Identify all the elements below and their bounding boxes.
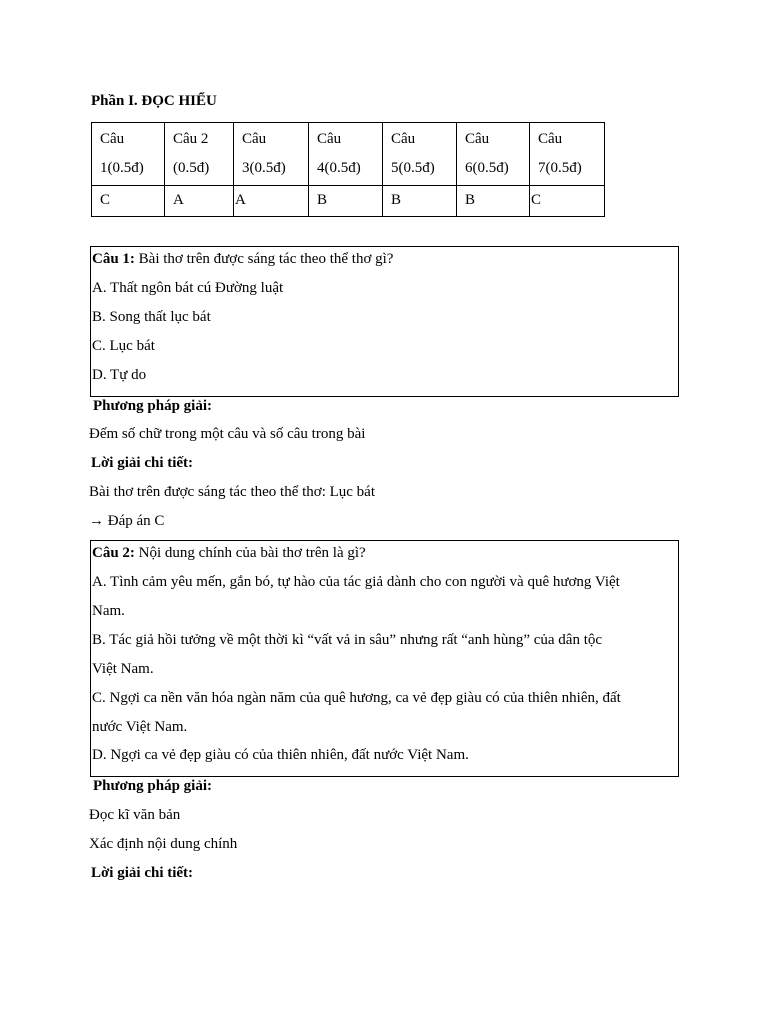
question-2-text xyxy=(92,545,366,562)
header-line: Câu 2 xyxy=(173,131,209,147)
table-header-cell xyxy=(383,123,457,186)
question-2-label: Câu 2: xyxy=(92,545,135,561)
table-answer-cell: A xyxy=(165,186,234,217)
q1-method-text: Đếm số chữ trong một câu và số câu trong bài xyxy=(89,426,366,442)
question-2-option-c-line1: C. Ngợi ca nền văn hóa ngàn năm của quê hương, ca vẻ đẹp giàu có của thiên nhiên, đất xyxy=(92,690,621,706)
q2-solution-title: Lời giải chi tiết: xyxy=(91,865,194,881)
q2-method-text-1: Đọc kĩ văn bản xyxy=(89,807,181,823)
table-header-cell xyxy=(530,123,605,186)
table-answer-cell: C xyxy=(530,186,605,217)
table-header-cell xyxy=(457,123,530,186)
question-1-option-b: B. Song thất lục bát xyxy=(92,309,211,325)
header-line: Câu xyxy=(242,131,267,147)
answer-table-header-row xyxy=(92,123,605,186)
question-2-prompt: Nội dung chính của bài thơ trên là gì? xyxy=(134,545,366,561)
q1-solution-text: Bài thơ trên được sáng tác theo thể thơ: Lục bát xyxy=(89,484,376,500)
table-answer-cell: A xyxy=(234,186,309,217)
q1-method-title: Phương pháp giải: xyxy=(93,398,213,414)
header-line: 6(0.5đ) xyxy=(465,160,509,176)
table-header-cell xyxy=(92,123,165,186)
q1-solution-title: Lời giải chi tiết: xyxy=(91,455,194,471)
table-answer-cell: B xyxy=(309,186,383,217)
question-1-label: Câu 1: xyxy=(92,251,135,267)
table-header-cell xyxy=(165,123,234,186)
question-2-option-b-line1: B. Tác giả hồi tưởng về một thời kì “vất vả in sâu” nhưng rất “anh hùng” của dân tộc xyxy=(92,632,603,648)
question-2-option-a-line1: A. Tình cảm yêu mến, gắn bó, tự hào của tác giả dành cho con người và quê hương Việt xyxy=(92,574,620,590)
answer-table-answer-row xyxy=(92,186,605,217)
question-2-option-c-line2: nước Việt Nam. xyxy=(92,719,188,735)
table-answer-cell: B xyxy=(457,186,530,217)
header-line: Câu xyxy=(391,131,416,147)
question-2-option-b-line2: Việt Nam. xyxy=(92,661,154,677)
q2-method-title: Phương pháp giải: xyxy=(93,778,213,794)
table-header-cell xyxy=(309,123,383,186)
question-1-text xyxy=(92,251,393,268)
header-line: Câu xyxy=(100,131,125,147)
question-1-option-c: C. Lục bát xyxy=(92,338,155,354)
answer-table xyxy=(91,122,605,217)
q1-solution-answer: → Đáp án C xyxy=(89,513,165,529)
header-line: 7(0.5đ) xyxy=(538,160,582,176)
question-1-option-a: A. Thất ngôn bát cú Đường luật xyxy=(92,280,284,296)
header-line: 3(0.5đ) xyxy=(242,160,286,176)
header-line: Câu xyxy=(465,131,490,147)
table-answer-cell: B xyxy=(383,186,457,217)
question-1-prompt: Bài thơ trên được sáng tác theo thể thơ gì? xyxy=(134,251,394,267)
header-line: 4(0.5đ) xyxy=(317,160,361,176)
header-line: Câu xyxy=(538,131,563,147)
question-2-box xyxy=(90,540,679,777)
header-line: 5(0.5đ) xyxy=(391,160,435,176)
table-header-cell xyxy=(234,123,309,186)
header-line: Câu xyxy=(317,131,342,147)
question-2-option-d: D. Ngợi ca vẻ đẹp giàu có của thiên nhiên, đất nước Việt Nam. xyxy=(92,747,469,763)
table-answer-cell: C xyxy=(92,186,165,217)
header-line: (0.5đ) xyxy=(173,160,210,176)
header-line: 1(0.5đ) xyxy=(100,160,144,176)
question-1-option-d: D. Tự do xyxy=(92,367,147,383)
q2-method-text-2: Xác định nội dung chính xyxy=(89,836,238,852)
question-1-box xyxy=(90,246,679,397)
question-2-option-a-line2: Nam. xyxy=(92,603,125,619)
section-heading: Phần I. ĐỌC HIỂU xyxy=(91,93,217,109)
